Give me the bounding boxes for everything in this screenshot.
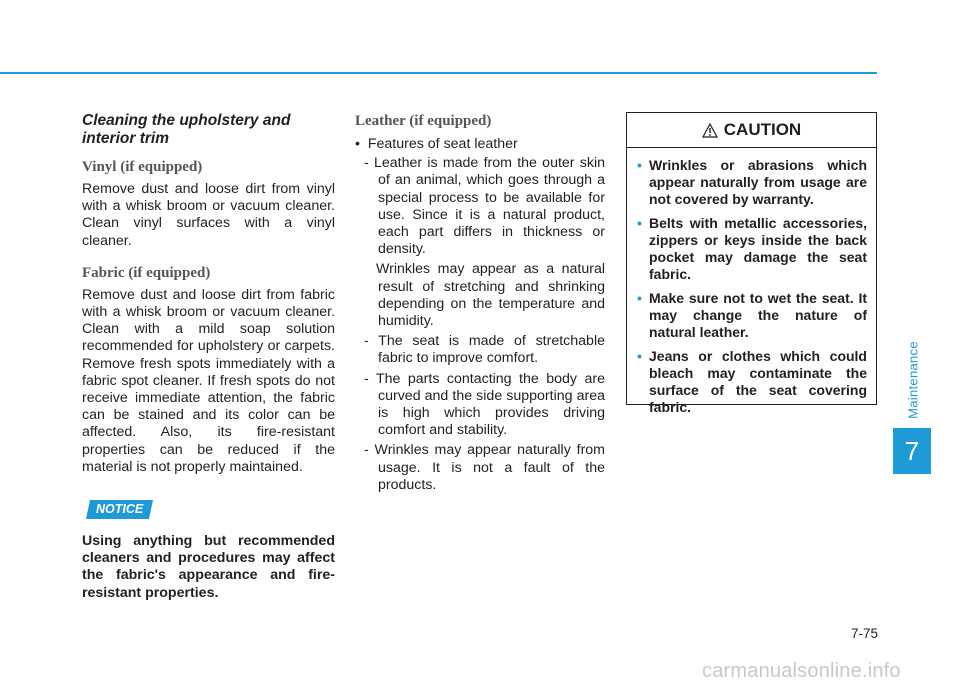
fabric-title: Fabric (if equipped)	[82, 264, 211, 281]
section-side-label	[904, 340, 922, 420]
leather-item-4: - The parts contacting the body are curved and the side supporting area is high which provides driving comfort and stability.	[364, 370, 605, 439]
caution-item-text: Wrinkles or abrasions which appear naturally from usage are not covered by warranty.	[649, 157, 867, 207]
caution-item-text: Make sure not to wet the seat. It may change the nature of natural leather.	[649, 290, 867, 340]
left-column	[82, 108, 335, 602]
bullet-icon: •	[637, 215, 642, 231]
warning-triangle-icon	[702, 123, 718, 138]
bullet-icon: •	[637, 290, 642, 306]
notice-text: Using anything but recommended cleaners and procedures may affect the fabric's appearance and fire-resistant properties.	[82, 533, 335, 601]
caution-title: CAUTION	[723, 120, 802, 139]
leather-bullet-text: Features of seat leather	[367, 136, 518, 152]
vinyl-text: Remove dust and loose dirt from vinyl with a whisk broom or vacuum cleaner. Clean vinyl surfaces with a vinyl cleaner.	[82, 181, 335, 249]
caution-item	[637, 348, 867, 416]
notice-label: NOTICE	[96, 502, 144, 517]
leather-item-5: - Wrinkles may appear naturally from usage. It is not a fault of the products.	[364, 442, 605, 493]
leather-title: Leather (if equipped)	[355, 113, 492, 129]
caution-item	[637, 215, 867, 283]
bullet-icon: •	[637, 157, 642, 173]
leather-item-1: - Leather is made from the outer skin of an animal, which goes through a special process to be available for use. Since it is a natural product, each part differs in thickness or density.	[364, 155, 605, 258]
caution-item	[637, 290, 867, 341]
header-rule	[0, 72, 877, 74]
watermark: carmanualsonline.info	[702, 660, 901, 682]
vinyl-title: Vinyl (if equipped)	[82, 159, 203, 175]
caution-item	[637, 157, 867, 208]
caution-item-text: Jeans or clothes which could bleach may contaminate the surface of the seat covering fabric.	[649, 348, 867, 415]
fabric-text: Remove dust and loose dirt from fabric with a whisk broom or vacuum cleaner. Clean with a mild soap solution recommended for upholstery or carpets. Remove fresh spots immediately with a fabric spot cleaner. If fresh spots do not receive immediate attention, the fabric can be stained and its color can be affected. Also, its fire-resistant properties can be reduced if the material is not properly maintained.	[82, 286, 335, 475]
middle-column	[355, 108, 605, 494]
caution-item-text: Belts with metallic accessories, zippers or keys inside the back pocket may damage the seat fabric.	[649, 215, 867, 282]
chapter-number-tab: 7	[893, 428, 931, 474]
leather-item-3: - The seat is made of stretchable fabric to improve comfort.	[364, 333, 605, 367]
page-number: 7-75	[850, 626, 878, 641]
notice-badge	[86, 500, 153, 519]
leather-bullet: • Features of seat leather	[355, 136, 518, 152]
section-side-label-text: Maintenance	[905, 341, 921, 419]
caution-box	[626, 112, 877, 415]
section-title: Cleaning the upholstery and interior trim	[82, 112, 291, 147]
caution-header	[627, 113, 876, 148]
caution-list	[627, 148, 876, 416]
leather-item-2: Wrinkles may appear as a natural result of stretching and shrinking depending on the temperature and humidity.	[376, 261, 605, 330]
bullet-icon: •	[637, 348, 642, 364]
